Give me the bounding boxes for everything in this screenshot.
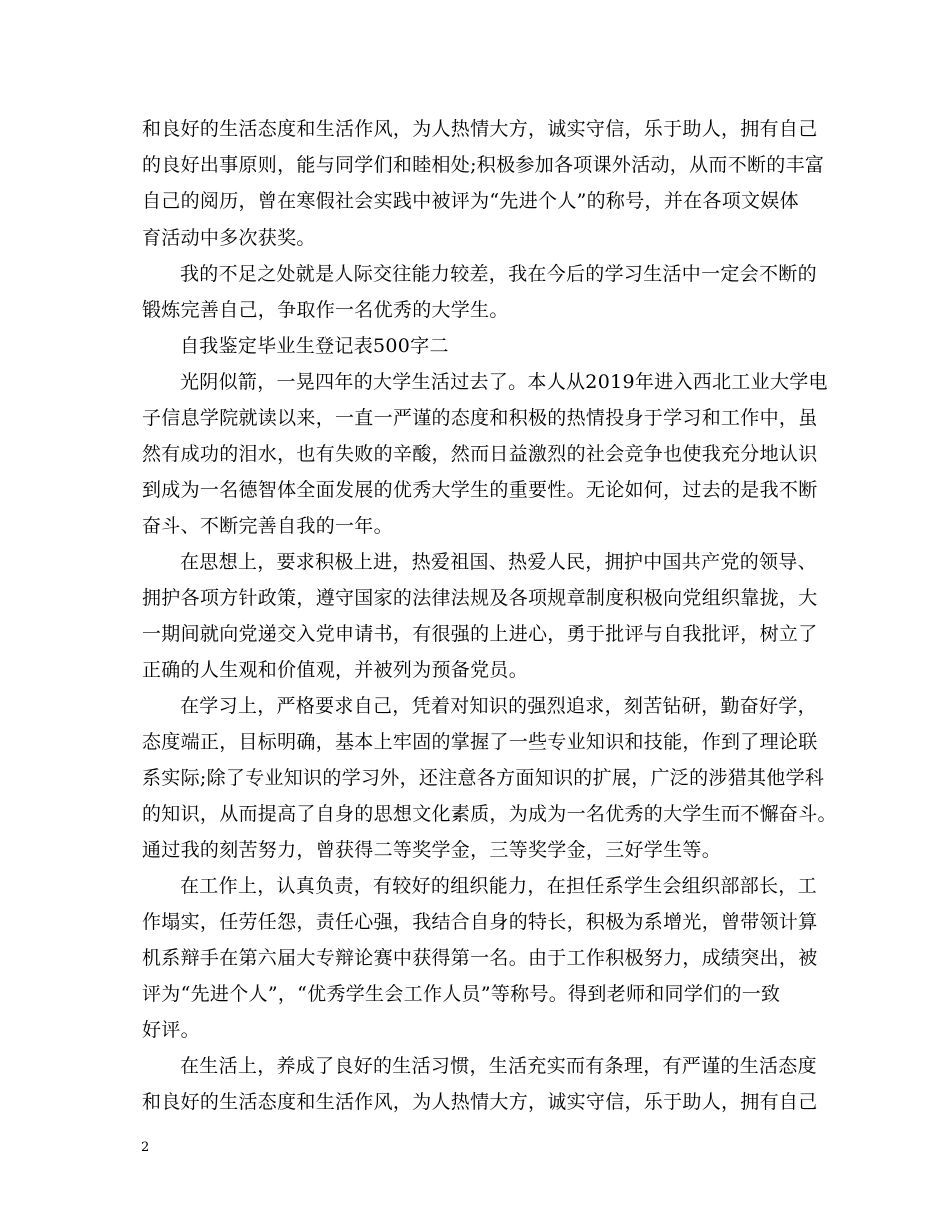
text-line: 系实际;除了专业知识的学习外，还注意各方面知识的扩展，广泛的涉猎其他学科 (142, 767, 825, 789)
text-line: 子信息学院就读以来，一直一严谨的态度和积极的热情投身于学习和工作中，虽 (142, 407, 818, 429)
text-line: 奋斗、不断完善自我的一年。 (142, 515, 393, 537)
text-line: 在工作上，认真负责，有较好的组织能力，在担任系学生会组织部部长，工 (180, 875, 817, 897)
text-line: 锻炼完善自己，争取作一名优秀的大学生。 (142, 299, 509, 321)
text-line: 到成为一名德智体全面发展的优秀大学生的重要性。无论如何，过去的是我不断 (142, 479, 818, 501)
text-line: 机系辩手在第六届大专辩论赛中获得第一名。由于工作积极努力，成绩突出，被 (142, 947, 818, 969)
text-line: 在学习上，严格要求自己，凭着对知识的强烈追求，刻苦钻研，勤奋好学， (180, 695, 817, 717)
page-number: 2 (141, 1140, 150, 1155)
text-line: 在生活上，养成了良好的生活习惯，生活充实而有条理，有严谨的生活态度 (180, 1055, 817, 1077)
text-line: 的知识，从而提高了自身的思想文化素质，为成为一名优秀的大学生而不懈奋斗。 (142, 803, 837, 825)
text-line: 和良好的生活态度和生活作风，为人热情大方，诚实守信，乐于助人，拥有自己 (142, 1091, 818, 1113)
text-line: 通过我的刻苦努力，曾获得二等奖学金，三等奖学金，三好学生等。 (142, 839, 722, 861)
text-line: 和良好的生活态度和生活作风，为人热情大方，诚实守信，乐于助人，拥有自己 (142, 118, 818, 140)
text-line: 评为“先进个人”，“优秀学生会工作人员”等称号。得到老师和同学们的一致 (142, 983, 781, 1005)
text-line: 一期间就向党递交入党申请书，有很强的上进心，勇于批评与自我批评，树立了 (142, 623, 818, 645)
text-line: 我的不足之处就是人际交往能力较差，我在今后的学习生活中一定会不断的 (180, 263, 817, 285)
text-line: 作塌实，任劳任怨，责任心强，我结合自身的特长，积极为系增光，曾带领计算 (142, 911, 818, 933)
text-line: 好评。 (142, 1019, 200, 1041)
text-line: 在思想上，要求积极上进，热爱祖国、热爱人民，拥护中国共产党的领导、 (180, 551, 817, 573)
text-line: 的良好出事原则，能与同学们和睦相处;积极参加各项课外活动，从而不断的丰富 (142, 154, 825, 176)
text-line: 光阴似箭，一晃四年的大学生活过去了。本人从2019年进入西北工业大学电 (180, 371, 828, 393)
text-line: 自己的阅历，曾在寒假社会实践中被评为“先进个人”的称号，并在各项文娱体 (142, 190, 799, 212)
text-line: 育活动中多次获奖。 (142, 227, 316, 249)
text-line: 正确的人生观和价值观，并被列为预备党员。 (142, 659, 529, 681)
text-line: 然有成功的泪水，也有失败的辛酸，然而日益激烈的社会竞争也使我充分地认识 (142, 443, 818, 465)
text-line: 拥护各项方针政策，遵守国家的法律法规及各项规章制度积极向党组织靠拢，大 (142, 587, 818, 609)
text-line: 态度端正，目标明确，基本上牢固的掌握了一些专业知识和技能，作到了理论联 (142, 731, 818, 753)
section-heading: 自我鉴定毕业生登记表500字二 (180, 335, 449, 357)
